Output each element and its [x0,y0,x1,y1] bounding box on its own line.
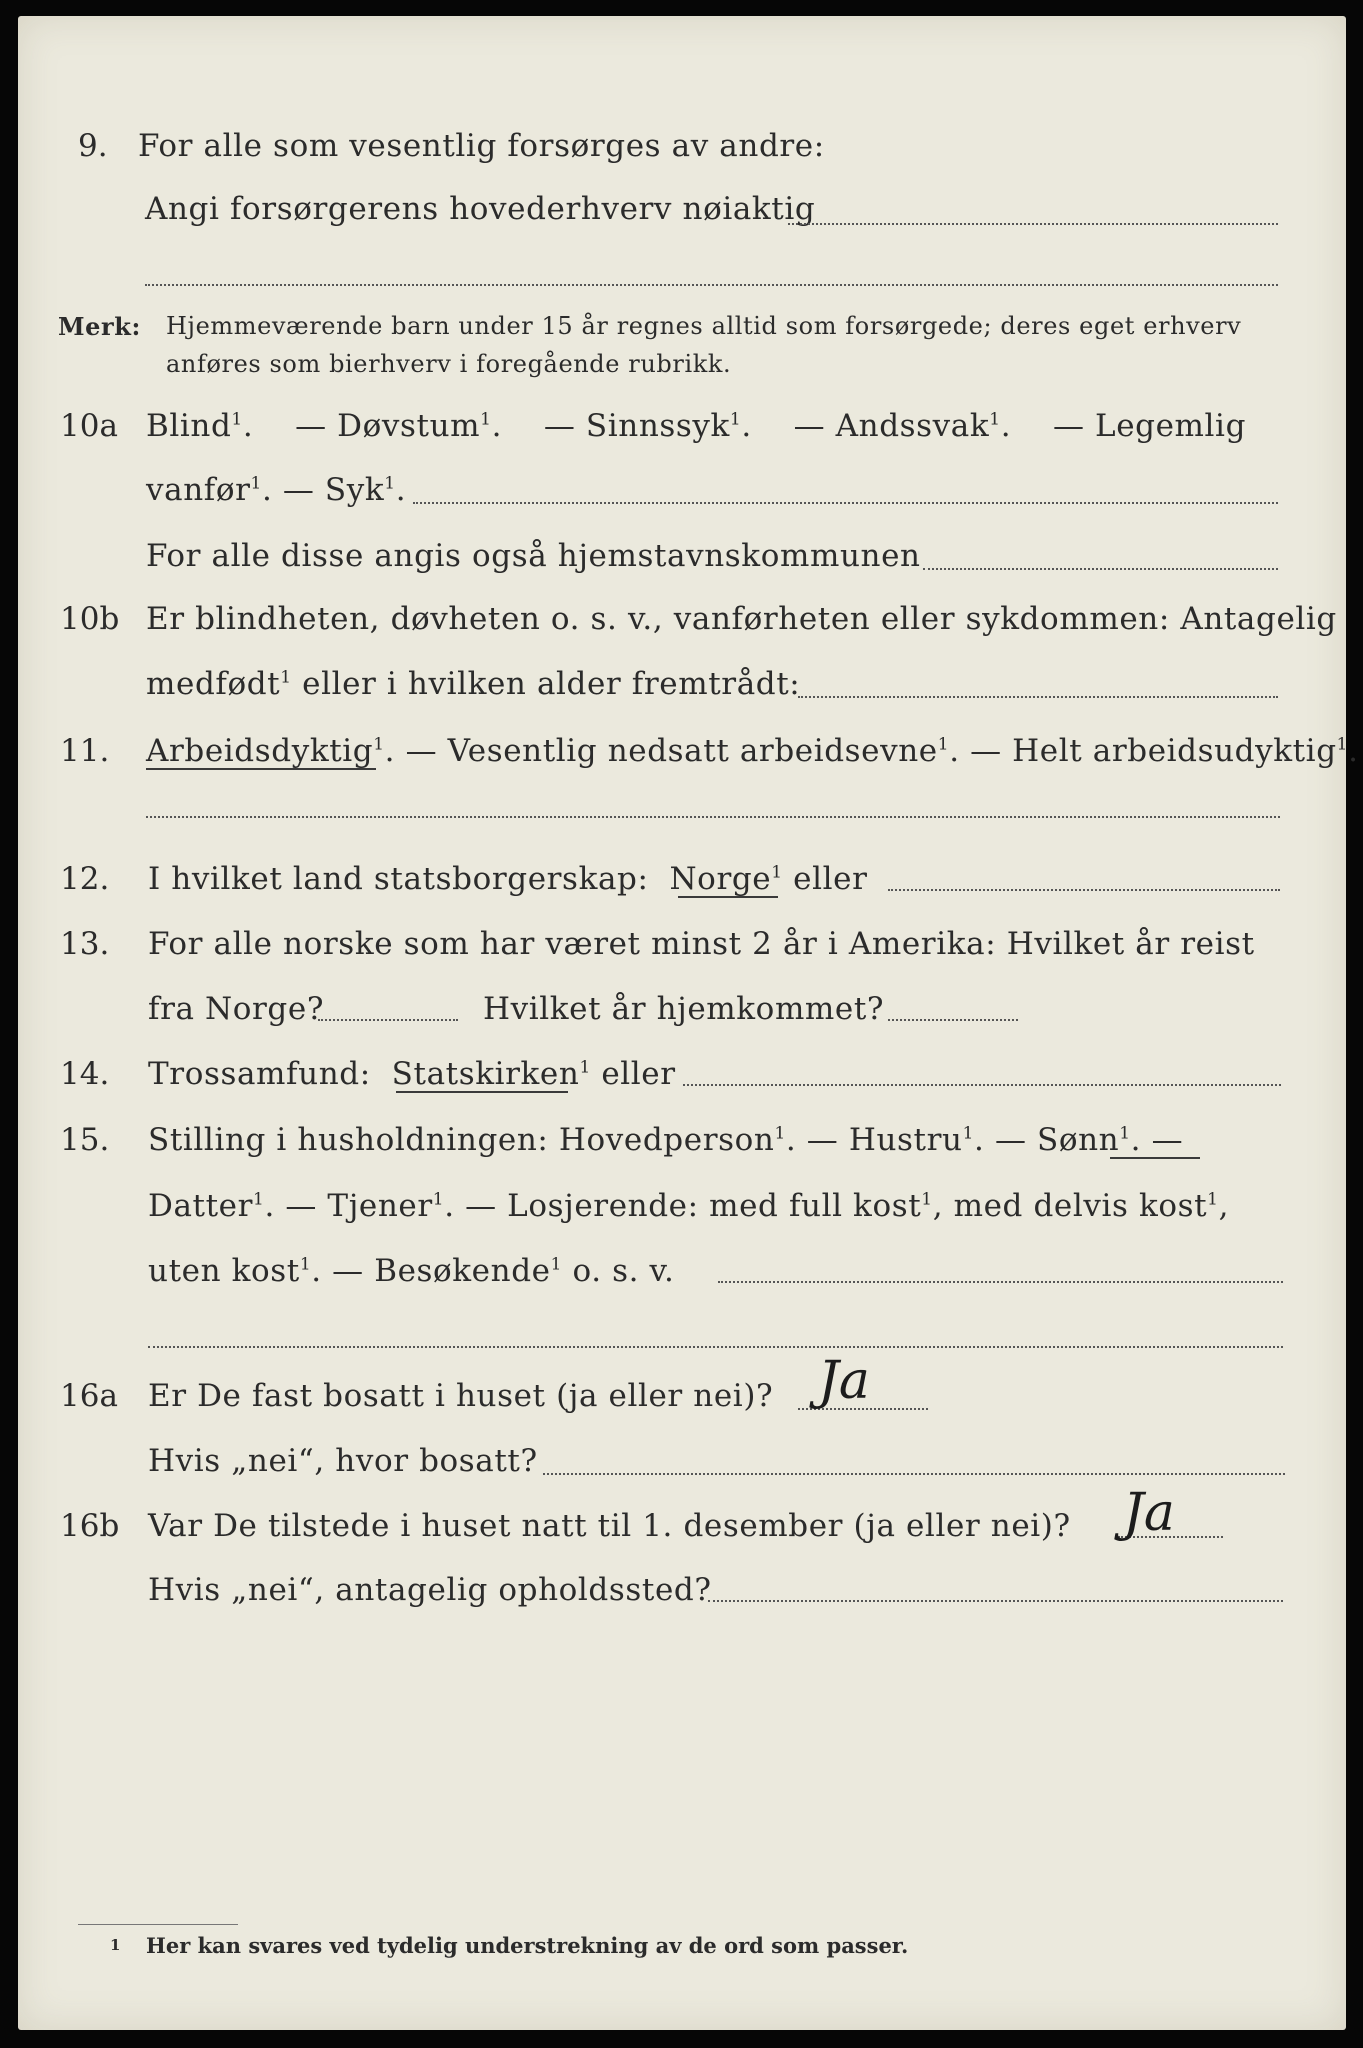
q13-reist-line [318,1019,458,1021]
q11-line1: Arbeidsdyktig$^1$. — Vesentlig nedsatt arbeidsevne$^1$. — Helt arbeidsudyktig$^1$. [146,733,1359,769]
q16b-line2: Hvis „nei“, antagelig opholdssted? [148,1572,712,1608]
q15-answer-line-2 [148,1346,1283,1348]
q13-hjemkommet: Hvilket år hjemkommet? [483,991,885,1027]
q16b-handwritten-answer: Ja [1123,1483,1175,1543]
q12-number: 12. [60,861,110,897]
q15-answer-line [718,1281,1283,1283]
q16a-hvor-line [543,1473,1285,1475]
q16a-number: 16a [60,1378,118,1414]
q16b-number: 16b [60,1508,120,1544]
footnote-rule [78,1924,238,1925]
q16a-line2: Hvis „nei“, hvor bosatt? [148,1443,538,1479]
q14-statskirken-underline [396,1091,568,1093]
q16a-handwritten-answer: Ja [818,1351,870,1411]
q15-line2: Datter$^1$. — Tjener$^1$. — Losjerende: med full kost$^1$, med delvis kost$^1$, [148,1188,1230,1224]
footnote-text: Her kan svares ved tydelig understrekning av de ord som passer. [146,1933,909,1958]
q9-line2: Angi forsørgerens hovederhverv nøiaktig [145,191,816,227]
q10a-number: 10a [60,408,118,444]
q14-answer-line [683,1084,1281,1086]
q9-number: 9. [78,128,108,164]
q10b-answer-line [798,696,1278,698]
q14-line: Trossamfund: Statskirken$^1$ eller [148,1056,676,1092]
q10a-answer-line [413,502,1278,504]
q10b-number: 10b [60,601,120,637]
q16b-line1: Var De tilstede i huset natt til 1. desember (ja eller nei)? [148,1508,1071,1544]
q13-number: 13. [60,926,110,962]
merk-line2: anføres som bierhverv i foregående rubrikk. [166,350,732,378]
merk-line1: Hjemmeværende barn under 15 år regnes alltid som forsørgede; deres eget erhverv [166,312,1242,340]
q10a-line2: vanfør$^1$. — Syk$^1$. [146,472,407,508]
footnote-marker: 1 [110,1936,121,1954]
q13-fra-norge: fra Norge? [148,991,325,1027]
q12-line: I hvilket land statsborgerskap: Norge$^1$ eller [148,861,868,897]
q10b-line1: Er blindheten, døvheten o. s. v., vanførheten eller sykdommen: Antagelig [146,601,1337,637]
q10b-line2: medfødt$^1$ eller i hvilken alder fremtrådt: [146,666,801,702]
census-form-page [18,16,1359,2030]
q10a-hjemstavn-line [923,568,1278,570]
q12-answer-line [888,889,1280,891]
q15-line1: Stilling i husholdningen: Hovedperson$^1$. — Hustru$^1$. — Sønn$^1$. — [148,1122,1184,1158]
q9-answer-line-2 [145,284,1278,286]
q11-arbeidsdyktig-underline [146,768,376,770]
q14-number: 14. [60,1056,110,1092]
q11-answer-line [146,816,1280,818]
q16a-line1: Er De fast bosatt i huset (ja eller nei)? [148,1378,774,1414]
q15-number: 15. [60,1122,110,1158]
q16b-opholdssted-line [708,1600,1283,1602]
q12-norge-underline [678,896,778,898]
q15-sonn-underline [1110,1157,1200,1159]
q15-line3: uten kost$^1$. — Besøkende$^1$ o. s. v. [148,1253,675,1289]
q10a-line1: Blind$^1$. — Døvstum$^1$. — Sinnssyk$^1$. — Andssvak$^1$. — Legemlig [146,408,1247,444]
q13-line1: For alle norske som har været minst 2 år i Amerika: Hvilket år reist [148,926,1255,962]
q9-line1: For alle som vesentlig forsørges av andre: [138,128,825,164]
merk-label: Merk: [58,312,141,341]
q11-number: 11. [60,733,110,769]
q13-hjemkommet-line [888,1019,1018,1021]
q10a-line3: For alle disse angis også hjemstavnskommunen [146,538,921,574]
q9-answer-line [788,223,1278,225]
